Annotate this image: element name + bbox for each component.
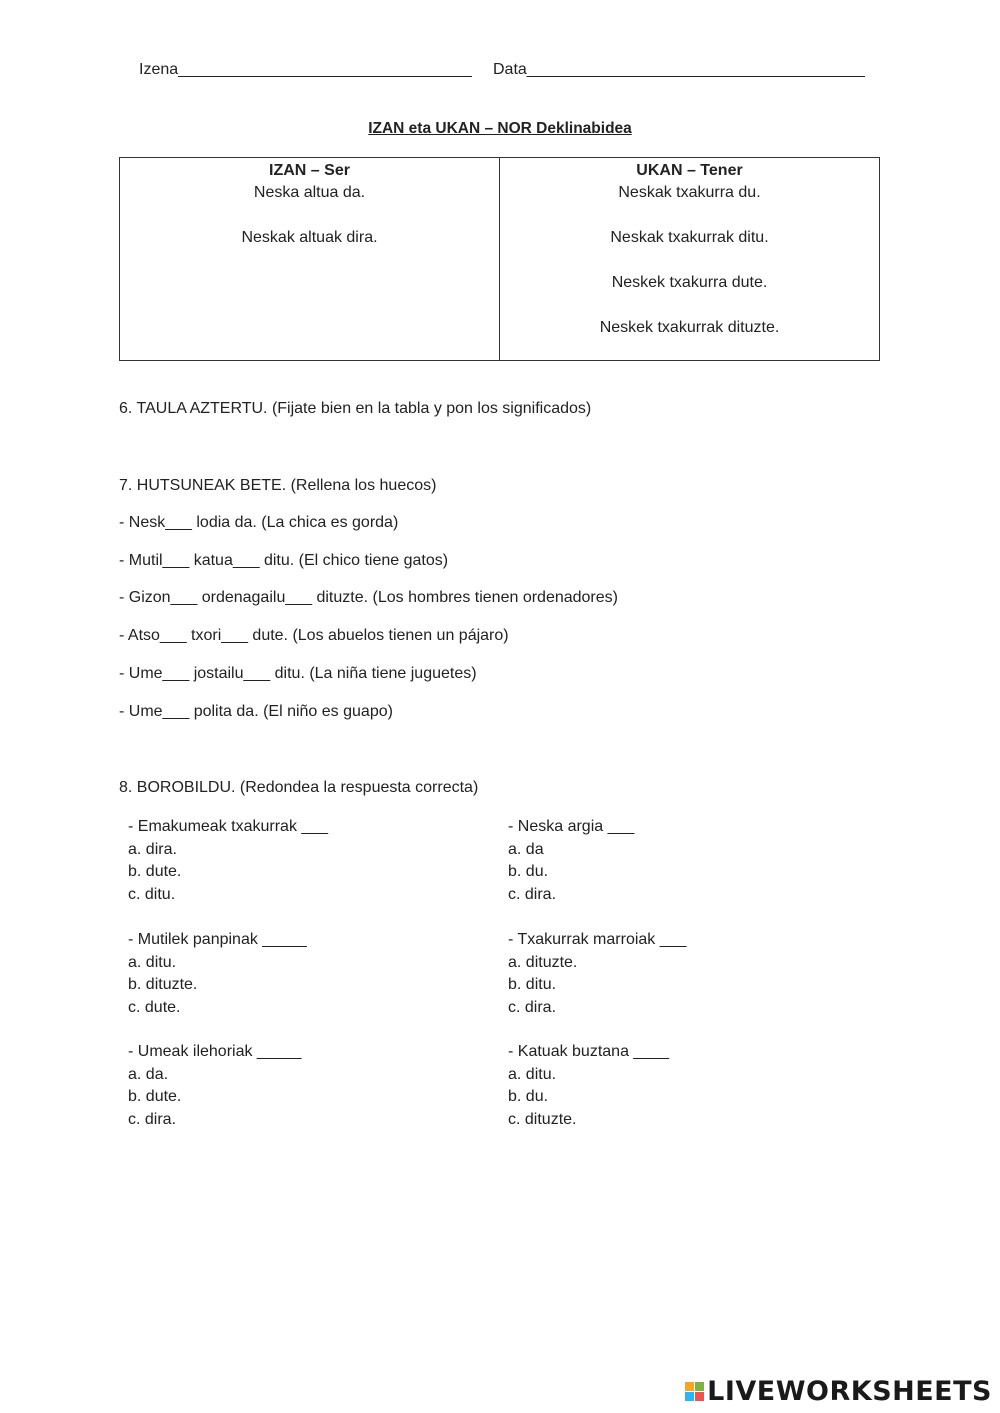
question-text: - Umeak ilehoriak _____ [128, 1043, 302, 1060]
logo-text: LIVEWORKSHEETS [707, 1376, 992, 1407]
worksheet-title: IZAN eta UKAN – NOR Deklinabidea [368, 120, 632, 137]
question-text: - Neska argia ___ [508, 818, 635, 835]
answer-option[interactable]: b. ditu. [508, 976, 557, 993]
answer-option[interactable]: a. da. [128, 1065, 169, 1083]
answer-option[interactable]: b. du. [508, 1088, 549, 1105]
answer-option[interactable]: b. dute. [128, 1088, 182, 1105]
section-8-heading: 8. BOROBILDU. (Redondea la respuesta correcta) [119, 779, 479, 796]
fill-blank-item[interactable]: - Ume___ jostailu___ ditu. (La niña tiene juguetes) [119, 665, 477, 682]
answer-option[interactable]: c. dira. [508, 998, 557, 1016]
answer-option[interactable]: b. dituzte. [128, 976, 198, 993]
choice-question [508, 929, 686, 1019]
answer-option[interactable]: a. dituzte. [508, 953, 578, 971]
answer-option[interactable]: a. dira. [128, 840, 177, 858]
answer-option[interactable]: c. dira. [508, 885, 557, 903]
answer-option[interactable]: c. dira. [128, 1110, 177, 1128]
conjugation-table [119, 157, 880, 361]
question-text: - Emakumeak txakurrak ___ [128, 818, 329, 835]
answer-option[interactable]: a. da [508, 840, 544, 858]
izan-example: Neska altua da. [253, 184, 366, 201]
izan-example: Neskak altuak dira. [241, 229, 378, 246]
answer-option[interactable]: b. du. [508, 863, 549, 880]
izan-column [120, 158, 500, 361]
liveworksheets-logo [685, 1376, 992, 1407]
ukan-example: Neskak txakurrak ditu. [610, 229, 769, 246]
section-7-heading: 7. HUTSUNEAK BETE. (Rellena los huecos) [119, 477, 437, 494]
answer-option[interactable]: c. dituzte. [508, 1110, 577, 1128]
fill-blank-item[interactable]: - Ume___ polita da. (El niño es guapo) [119, 703, 393, 720]
ukan-example: Neskek txakurrak dituzte. [599, 319, 780, 336]
liveworksheets-logo-icon [685, 1382, 704, 1401]
question-text: - Katuak buztana ____ [508, 1043, 670, 1060]
fill-blank-item[interactable]: - Gizon___ ordenagailu___ dituzte. (Los hombres tienen ordenadores) [119, 589, 618, 606]
question-text: - Mutilek panpinak _____ [128, 931, 307, 948]
fill-blank-item[interactable]: - Atso___ txori___ dute. (Los abuelos tienen un pájaro) [119, 627, 509, 644]
question-text: - Txakurrak marroiak ___ [508, 931, 687, 948]
choice-question [128, 929, 307, 1019]
choice-question [508, 816, 634, 906]
choice-question [128, 1041, 301, 1131]
answer-option[interactable]: c. dute. [128, 998, 181, 1016]
choice-question [508, 1041, 669, 1131]
choice-question [128, 816, 328, 906]
answer-option[interactable]: a. ditu. [508, 1065, 557, 1083]
section-6-heading: 6. TAULA AZTERTU. (Fijate bien en la tabla y pon los significados) [119, 400, 592, 417]
ukan-example: Neskak txakurra du. [618, 184, 761, 201]
ukan-heading: UKAN – Tener [636, 162, 743, 179]
date-field-label: Data______________________________________ [493, 61, 865, 78]
fill-blank-item[interactable]: - Mutil___ katua___ ditu. (El chico tiene gatos) [119, 552, 449, 569]
ukan-example: Neskek txakurra dute. [611, 274, 768, 291]
izan-heading: IZAN – Ser [269, 162, 350, 179]
answer-option[interactable]: a. ditu. [128, 953, 177, 971]
answer-option[interactable]: b. dute. [128, 863, 182, 880]
ukan-column [500, 158, 880, 361]
answer-option[interactable]: c. ditu. [128, 885, 176, 903]
fill-blank-item[interactable]: - Nesk___ lodia da. (La chica es gorda) [119, 514, 399, 531]
name-field-label: Izena_________________________________ [139, 61, 472, 78]
